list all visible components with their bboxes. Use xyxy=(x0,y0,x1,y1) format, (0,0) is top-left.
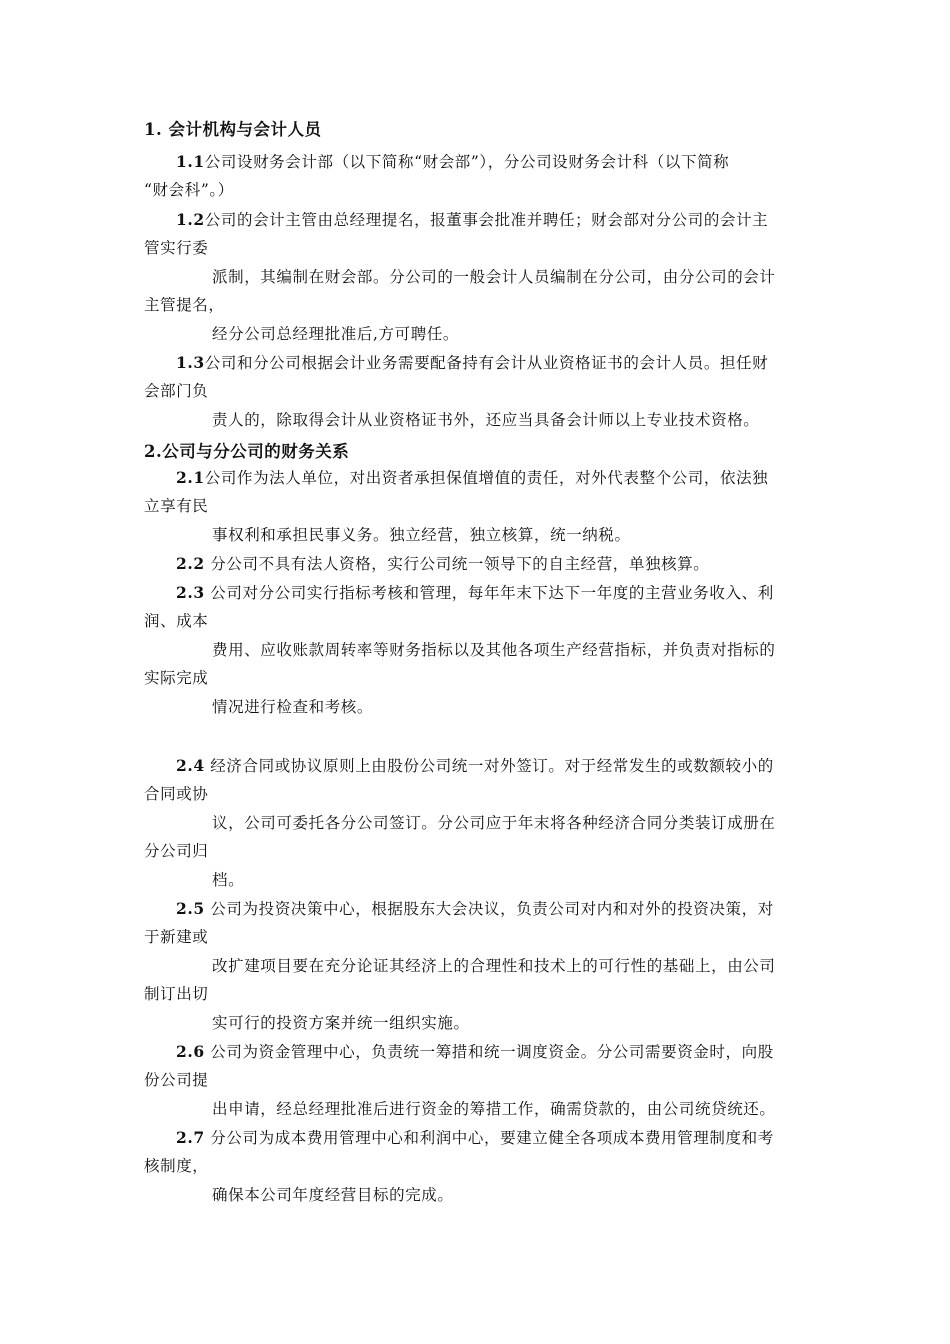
paragraph-line: 于新建或 xyxy=(144,928,209,946)
paragraph-line: 会部门负 xyxy=(144,382,209,400)
paragraph-line: 档。 xyxy=(212,871,245,889)
clause-number: 1.2 xyxy=(176,210,205,229)
paragraph-line: 责人的，除取得会计从业资格证书外，还应当具备会计师以上专业技术资格。 xyxy=(212,411,760,429)
paragraph-line: 管实行委 xyxy=(144,239,209,257)
line-text: 公司的会计主管由总经理提名，报董事会批准并聘任；财会部对分公司的会计主 xyxy=(204,211,769,229)
paragraph-line xyxy=(176,899,774,919)
paragraph-line: 核制度， xyxy=(144,1157,209,1175)
clause-number: 1.3 xyxy=(176,353,205,372)
paragraph-line: 经分公司总经理批准后,方可聘任。 xyxy=(212,325,460,343)
clause-number: 2.4 xyxy=(176,756,205,775)
paragraph-line: 合同或协 xyxy=(144,785,209,803)
paragraph-line: 出申请，经总经理批准后进行资金的筹措工作，确需贷款的，由公司统贷统还。 xyxy=(212,1100,776,1118)
clause-number: 2.1 xyxy=(176,468,205,487)
paragraph-line: 改扩建项目要在充分论证其经济上的合理性和技术上的可行性的基础上，由公司 xyxy=(212,957,776,975)
paragraph-line xyxy=(176,152,729,172)
line-text: 分公司为成本费用管理中心和利润中心，要建立健全各项成本费用管理制度和考 xyxy=(204,1129,774,1147)
line-text: 公司为投资决策中心，根据股东大会决议，负责公司对内和对外的投资决策，对 xyxy=(204,900,774,918)
paragraph-line: 事权利和承担民事义务。独立经营，独立核算，统一纳税。 xyxy=(212,526,631,544)
line-text: 公司设财务会计部（以下简称“财会部”），分公司设财务会计科（以下简称 xyxy=(204,153,730,171)
paragraph-line xyxy=(176,1042,774,1062)
paragraph-line: 份公司提 xyxy=(144,1071,209,1089)
section-heading-2: 2.公司与分公司的财务关系 xyxy=(144,442,350,461)
paragraph-line: 立享有民 xyxy=(144,497,209,515)
paragraph-line xyxy=(176,554,709,574)
clause-number: 2.6 xyxy=(176,1042,205,1061)
clause-number: 2.5 xyxy=(176,899,205,918)
paragraph-line: 情况进行检查和考核。 xyxy=(212,698,374,716)
paragraph-line: 实际完成 xyxy=(144,669,209,687)
line-text: 经济合同或协议原则上由股份公司统一对外签订。对于经常发生的或数额较小的 xyxy=(204,757,774,775)
clause-number: 2.2 xyxy=(176,554,205,573)
paragraph-line: 主管提名， xyxy=(144,296,225,314)
clause-number: 2.3 xyxy=(176,583,205,602)
line-text: 公司对分公司实行指标考核和管理，每年年末下达下一年度的主营业务收入、利 xyxy=(204,584,774,602)
line-text: 公司作为法人单位，对出资者承担保值增值的责任，对外代表整个公司，依法独 xyxy=(204,469,769,487)
line-text: 公司和分公司根据会计业务需要配备持有会计从业资格证书的会计人员。担任财 xyxy=(204,354,769,372)
paragraph-line: 实可行的投资方案并统一组织实施。 xyxy=(212,1014,470,1032)
line-text: 分公司不具有法人资格，实行公司统一领导下的自主经营，单独核算。 xyxy=(204,555,710,573)
paragraph-line: 分公司归 xyxy=(144,842,209,860)
paragraph-line: 议，公司可委托各分公司签订。分公司应于年末将各种经济合同分类装订成册在 xyxy=(212,814,776,832)
paragraph-line xyxy=(176,756,774,776)
paragraph-line: 派制，其编制在财会部。分公司的一般会计人员编制在分公司，由分公司的会计 xyxy=(212,268,776,286)
section-heading-1: 1. 会计机构与会计人员 xyxy=(144,120,322,139)
paragraph-line: “财会科”。） xyxy=(144,181,234,199)
clause-number: 2.7 xyxy=(176,1128,205,1147)
paragraph-line xyxy=(176,1128,774,1148)
line-text: 公司为资金管理中心，负责统一筹措和统一调度资金。分公司需要资金时，向股 xyxy=(204,1043,774,1061)
clause-number: 1.1 xyxy=(176,152,205,171)
paragraph-line xyxy=(176,353,768,373)
paragraph-line: 制订出切 xyxy=(144,985,209,1003)
paragraph-line: 润、成本 xyxy=(144,612,209,630)
paragraph-line xyxy=(176,210,768,230)
paragraph-line: 费用、应收账款周转率等财务指标以及其他各项生产经营指标，并负责对指标的 xyxy=(212,641,776,659)
paragraph-line xyxy=(176,468,768,488)
paragraph-line: 确保本公司年度经营目标的完成。 xyxy=(212,1186,454,1204)
paragraph-line xyxy=(176,583,774,603)
